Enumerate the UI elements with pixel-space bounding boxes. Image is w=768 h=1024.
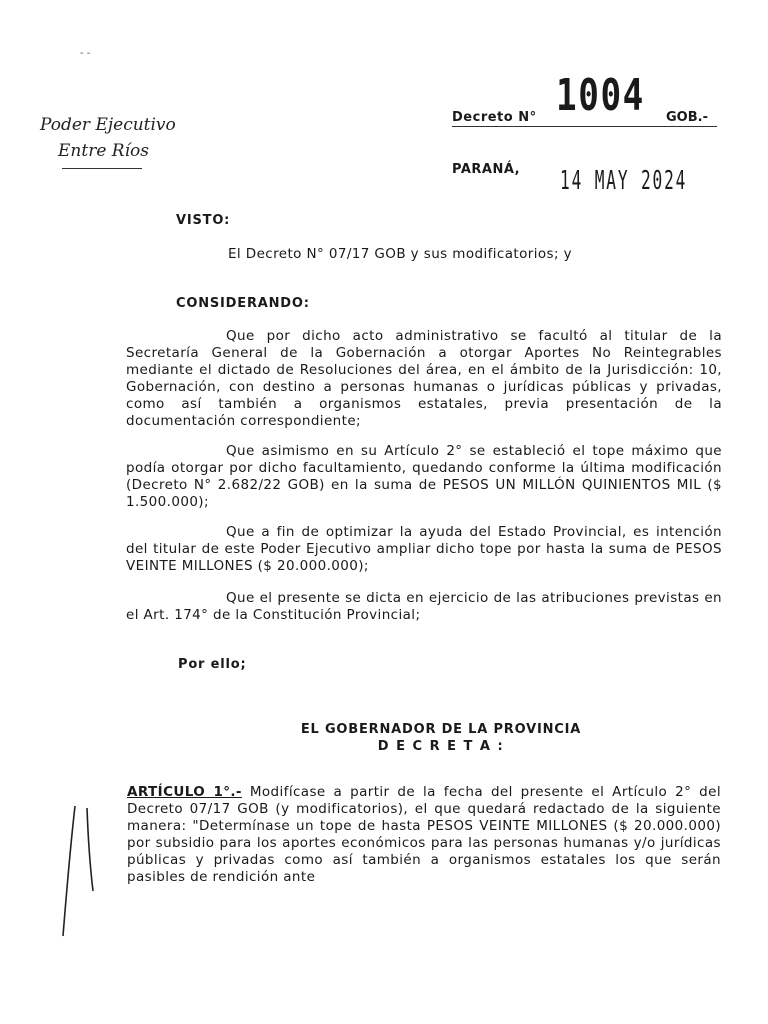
letterhead-line-2: Entre Ríos [58,141,149,161]
articulo-1-text: Modifícase a partir de la fecha del presente el Artículo 2° del Decreto 07/17 GOB (y modificatorios), el que quedará redactado de la siguiente manera: "Determínase un tope de hasta PESOS VEINTE MILLONES ($ 20.000.000) por subsidio para los aportes económicos para las personas humanas y/o jurídicas públicas y privadas como así también a organismos estatales los que serán pasibles de rendición ante [127,784,721,885]
visto-heading: VISTO: [176,213,231,228]
handwritten-margin-mark [55,796,105,946]
letterhead-line-1: Poder Ejecutivo [40,115,176,135]
considerando-paragraph-3: Que a fin de optimizar la ayuda del Estado Provincial, es intención del titular de este Poder Ejecutivo ampliar dicho tope por hasta la suma de PESOS VEINTE MILLONES ($ 20.000.000); [126,524,722,574]
decree-header-line-2: D E C R E T A : [377,739,505,754]
place-label: PARANÁ, [452,162,521,177]
visto-text: El Decreto N° 07/17 GOB y sus modificatorios; y [228,246,572,262]
considerando-paragraph-2: Que asimismo en su Artículo 2° se estableció el tope máximo que podía otorgar por dicho facultamiento, quedando conforme la última modificación (Decreto N° 2.682/22 GOB) en la suma de PESOS UN MILLÓN QUINIENTOS MIL ($ 1.500.000); [126,443,722,510]
decree-header-line-1: EL GOBERNADOR DE LA PROVINCIA [300,722,582,737]
date-stamp: 14 MAY 2024 [560,166,688,196]
decree-suffix: GOB.- [666,110,708,125]
margin-scribble: - - [80,48,91,59]
articulo-1 [127,784,721,886]
considerando-paragraph-1: Que por dicho acto administrativo se facultó al titular de la Secretaría General de la Gobernación a otorgar Aportes No Reintegrables mediante el dictado de Resoluciones del área, en el ámbito de la Jurisdicción: 10, Gobernación, con destino a personas humanas o jurídicas públicas y privadas, como así también a organismos estatales, previa presentación de la documentación correspondiente; [126,328,722,429]
decree-label: Decreto N° [452,110,537,125]
decree-underline [452,126,717,127]
letterhead-rule [62,168,142,169]
por-ello: Por ello; [178,657,247,672]
letterhead [30,112,180,169]
decree-number: 1004 [556,70,645,121]
considerando-paragraph-4: Que el presente se dicta en ejercicio de las atribuciones previstas en el Art. 174° de la Constitución Provincial; [126,590,722,623]
articulo-1-label: ARTÍCULO 1°.- [127,784,242,800]
considerando-heading: CONSIDERANDO: [176,296,310,311]
